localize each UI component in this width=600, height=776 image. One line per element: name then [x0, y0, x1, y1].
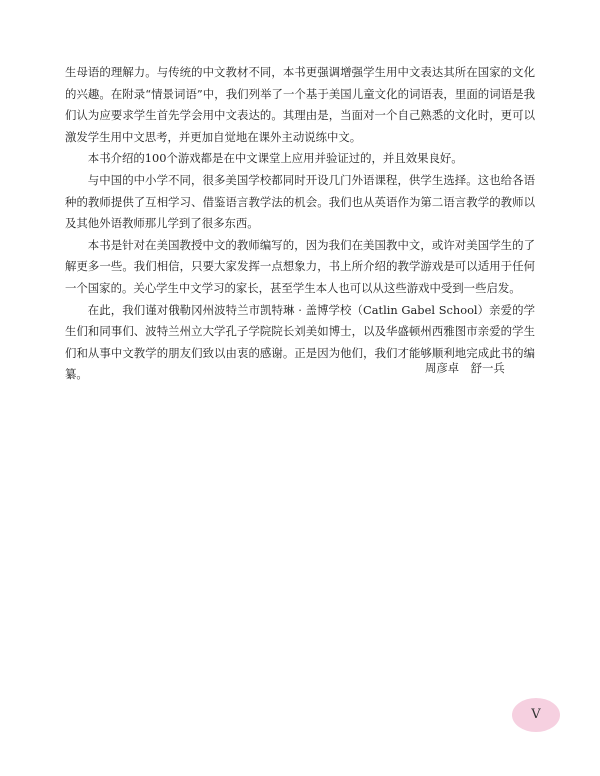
- page-number-badge: [512, 698, 560, 732]
- author-signature: 周彦卓 舒一兵: [425, 361, 505, 375]
- preface-paragraph: 在此，我们谨对俄勒冈州波特兰市凯特琳 · 盖博学校（Catlin Gabel School）亲爱的学生们和同事们、波特兰州立大学孔子学院院长刘美如博士，以及华盛顿州西雅图市亲爱的学生们和从事中文教学的朋友们致以由衷的感谢。正是因为他们，我们才能够顺利地完成此书的编纂。: [65, 302, 535, 382]
- preface-paragraph: 本书介绍的100个游戏都是在中文课堂上应用并验证过的，并且效果良好。: [87, 151, 463, 166]
- preface-paragraph: 与中国的中小学不同，很多美国学校都同时开设几门外语课程，供学生选择。这也给各语种的教师提供了互相学习、借鉴语言教学法的机会。我们也从英语作为第二语言教学的教师以及其他外语教师那儿学到了很多东西。: [65, 172, 535, 231]
- page-number: V: [531, 707, 541, 722]
- preface-paragraph: 生母语的理解力。与传统的中文教材不同，本书更强调增强学生用中文表达其所在国家的文化的兴趣。在附录“情景词语”中，我们列举了一个基于美国儿童文化的词语表，里面的词语是我们认为应要求学生首先学会用中文表达的。其理由是，当面对一个自己熟悉的文化时，更可以激发学生用中文思考，并更加自觉地在课外主动说练中文。: [65, 65, 535, 144]
- preface-paragraph: 本书是针对在美国教授中文的教师编写的，因为我们在美国教中文，或许对美国学生的了解更多一些。我们相信，只要大家发挥一点想象力，书上所介绍的教学游戏是可以适用于任何一个国家的。关心学生中文学习的家长，甚至学生本人也可以从这些游戏中受到一些启发。: [65, 237, 535, 295]
- preface-body: [65, 62, 535, 386]
